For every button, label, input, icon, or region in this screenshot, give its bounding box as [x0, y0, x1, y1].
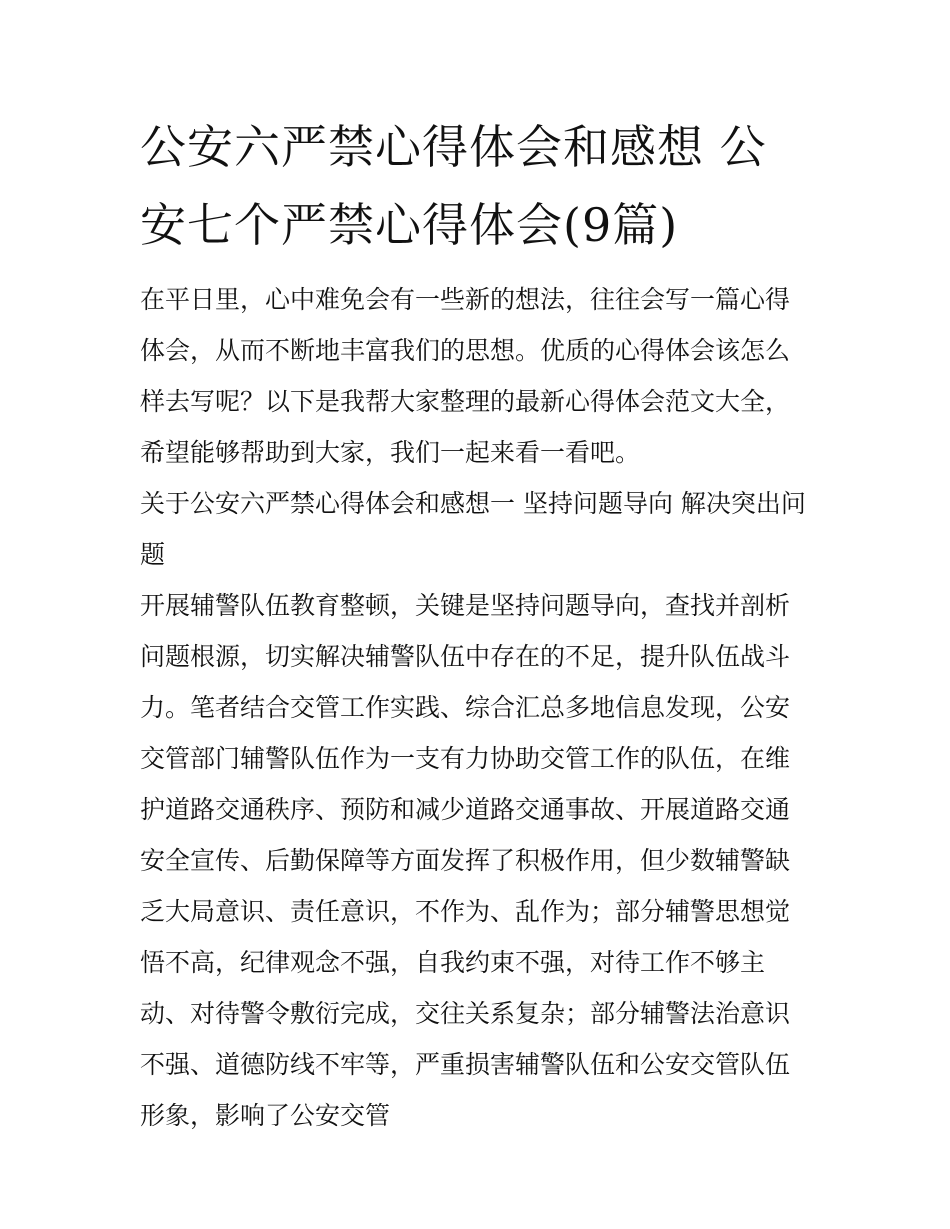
document-title: 公安六严禁心得体会和感想 公安七个严禁心得体会(9篇) — [140, 120, 767, 252]
intro-paragraph: 在平日里，心中难免会有一些新的想法，往往会写一篇心得体会，从而不断地丰富我们的思想。优质的心得体会该怎么样去写呢？以下是我帮大家整理的最新心得体会范文大全，希望能够帮助到大家，我们一起来看一看吧。 — [140, 285, 791, 467]
body-paragraph: 开展辅警队伍教育整顿，关键是坚持问题导向，查找并剖析问题根源，切实解决辅警队伍中存在的不足，提升队伍战斗力。笔者结合交管工作实践、综合汇总多地信息发现，公安交管部门辅警队伍作为一支有力协助交管工作的队伍，在维护道路交通秩序、预防和减少道路交通事故、开展道路交通安全宣传、后勤保障等方面发挥了积极作用，但少数辅警缺乏大局意识、责任意识，不作为、乱作为；部分辅警思想觉悟不高，纪律观念不强，自我约束不强，对待工作不够主动、对待警令敷衍完成，交往关系复杂；部分辅警法治意识不强、道德防线不牢等，严重损害辅警队伍和公安交管队伍形象，影响了公安交管 — [140, 591, 791, 1130]
document-body — [140, 108, 812, 1141]
section-heading: 关于公安六严禁心得体会和感想一 坚持问题导向 解决突出问题 — [140, 489, 806, 569]
